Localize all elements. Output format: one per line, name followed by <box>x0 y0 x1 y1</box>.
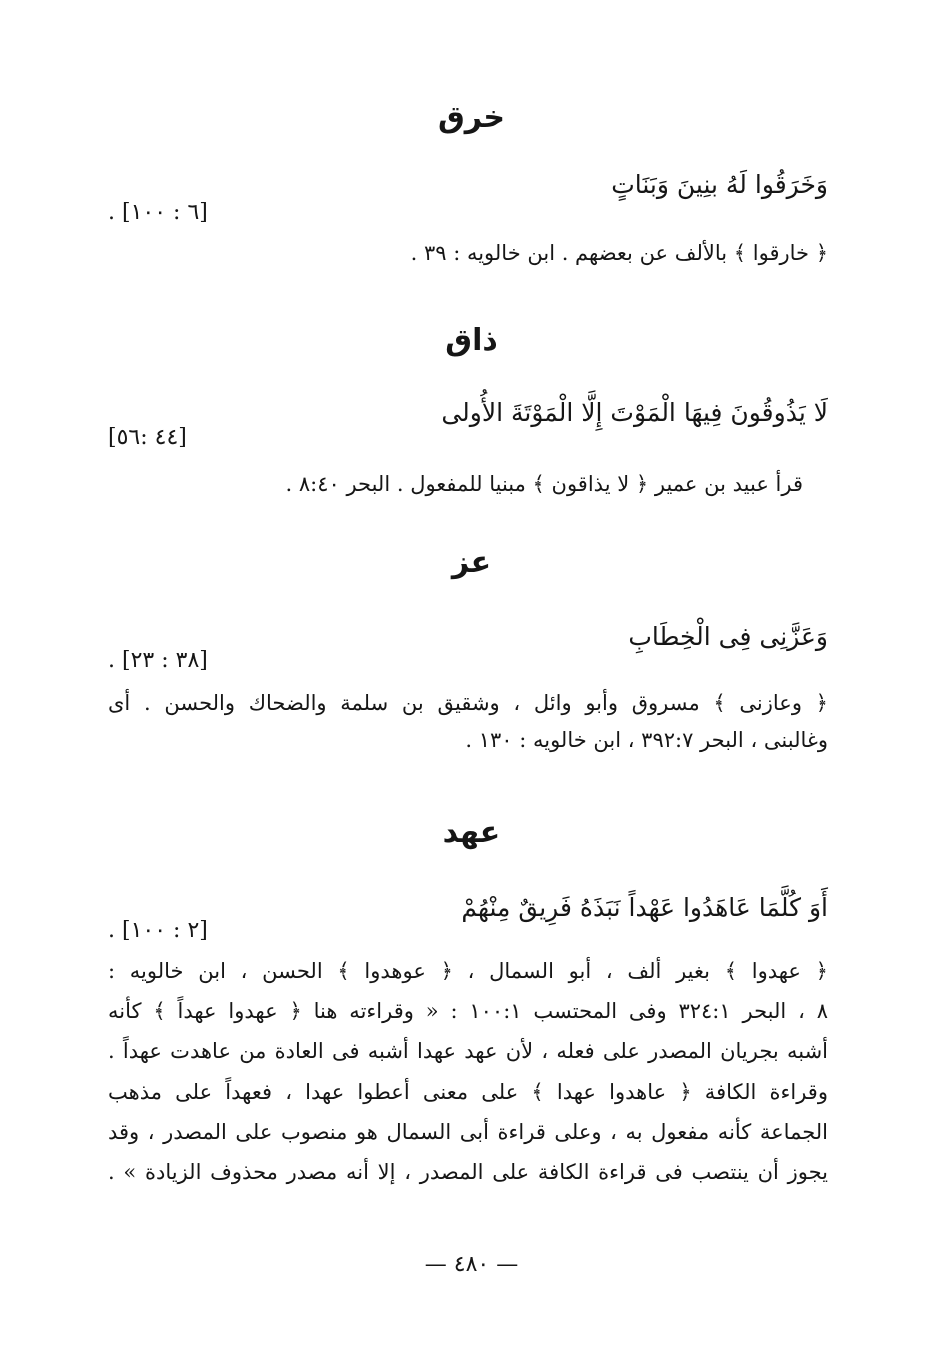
quran-verse: لَا يَذُوقُونَ فِيهَا الْمَوْتَ إِلَّا الْمَوْتَةَ الأُولى <box>441 398 828 427</box>
commentary-line: وقراءة الكافة ﴿ عاهدوا عهدا ﴾ على معنى أعطوا عهدا ، فعهداً على مذهب <box>108 1080 828 1104</box>
verse-reference: [٤٤ :٥٦] <box>108 425 187 450</box>
commentary-line: يجوز أن ينتصب فى قراءة الكافة على المصدر ، إلا أنه مصدر محذوف الزيادة » . <box>108 1160 828 1184</box>
section-heading-azza: عز <box>451 545 492 580</box>
commentary-line: ٨ ، البحر ٣٢٤:١ وفى المحتسب ١٠٠:١ : « وقراءته هنا ﴿ عهدوا عهداً ﴾ كأنه <box>108 999 828 1023</box>
quran-verse: أَوَ كُلَّمَا عَاهَدُوا عَهْداً نَبَذَهُ فَرِيقٌ مِنْهُمْ <box>461 893 828 922</box>
verse-reference: [٣٨ : ٢٣] . <box>108 648 208 673</box>
commentary-line: ﴿ وعازنى ﴾ مسروق وأبو وائل ، وشقيق بن سلمة والضحاك والحسن . أى <box>108 691 828 715</box>
commentary-line: ﴿ عهدوا ﴾ بغير ألف ، أبو السمال ، ﴿ عوهدوا ﴾ الحسن ، ابن خالويه : <box>108 959 828 983</box>
commentary-line: أشبه بجريان المصدر على فعله ، لأن عهد عهدا أشبه فى العادة من عاهدت عهداً . <box>108 1039 828 1063</box>
section-heading-ahida: عهد <box>442 815 501 850</box>
commentary-line: وغالبنى ، البحر ٣٩٢:٧ ، ابن خالويه : ١٣٠ . <box>465 728 828 752</box>
verse-reference: [٢ : ١٠٠] . <box>108 918 208 943</box>
page-number: — ٤٨٠ — <box>424 1252 519 1277</box>
section-heading-dhaqa: ذاق <box>445 323 498 358</box>
quran-verse: وَعَزَّنِى فِى الْخِطَابِ <box>628 622 828 651</box>
commentary-line: الجماعة كأنه مفعول به ، وعلى قراءة أبى السمال هو منصوب على المصدر ، وقد <box>108 1120 828 1144</box>
verse-reference: [٦ : ١٠٠] . <box>108 200 208 225</box>
section-heading-kharaqa: خرق <box>437 100 506 135</box>
commentary-line: قرأ عبيد بن عمير ﴿ لا يذاقون ﴾ مبنيا للمفعول . البحر ٨:٤٠ . <box>285 472 803 496</box>
commentary-line: ﴿ خارقوا ﴾ بالألف عن بعضهم . ابن خالويه : ٣٩ . <box>410 241 828 265</box>
quran-verse: وَخَرَقُوا لَهُ بنِينَ وَبَنَاتٍ <box>611 170 828 199</box>
